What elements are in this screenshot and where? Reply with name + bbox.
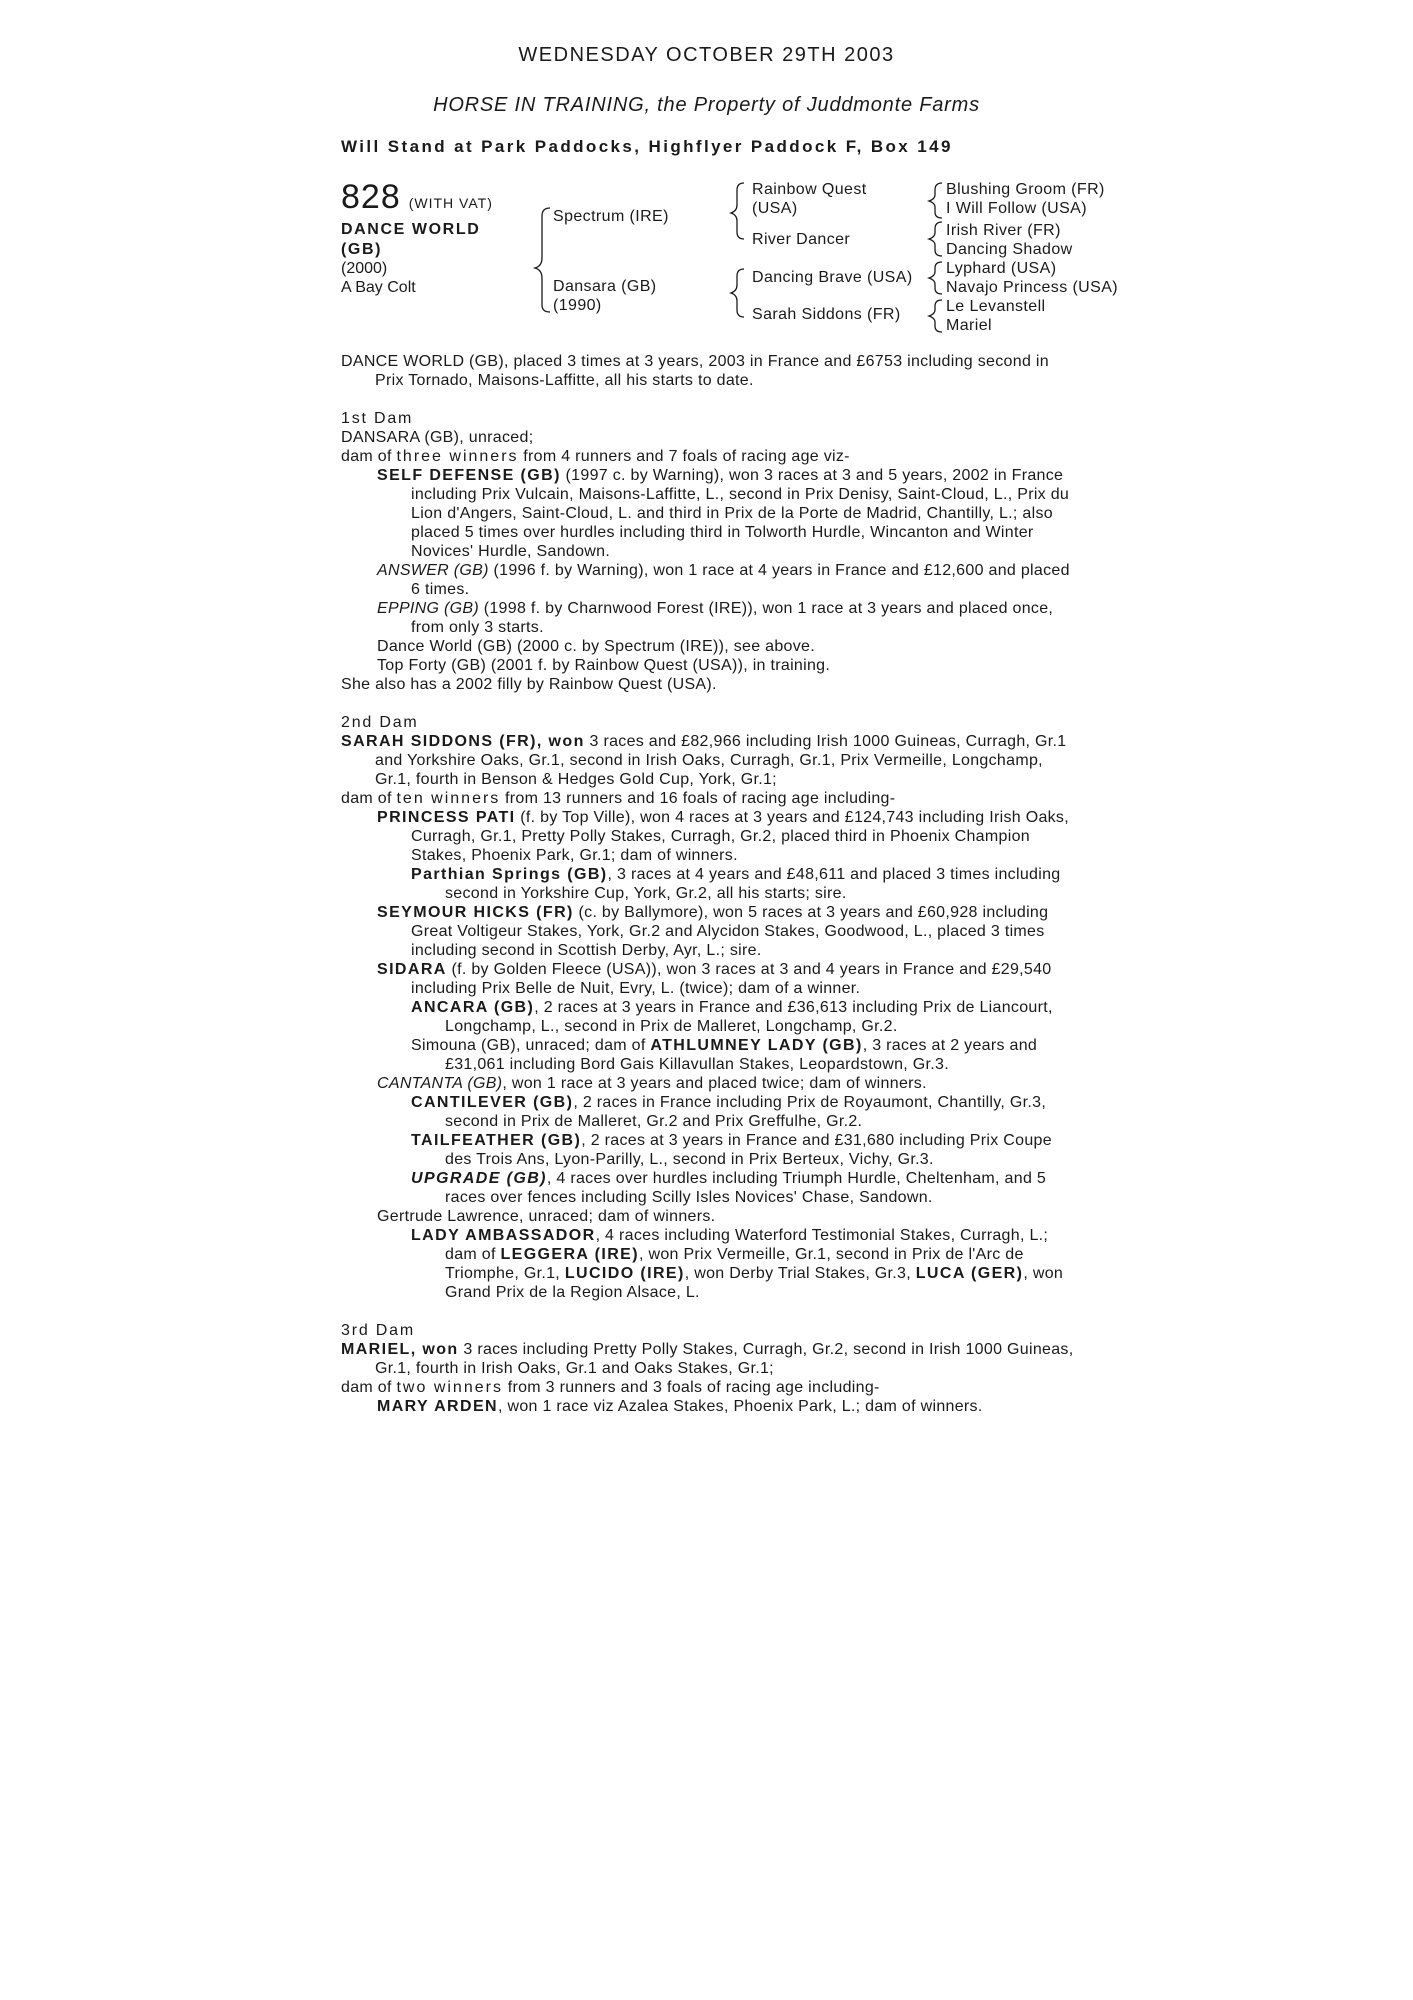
pedigree-sire-sire: Rainbow Quest — [752, 181, 867, 198]
pedigree-sire-sire-country: (USA) — [752, 200, 798, 217]
produce-sidara: SIDARA (f. by Golden Fleece (USA)), won 3 races at 3 and 4 years in France and £29,540 including Prix Belle de Nuit, Evry, L. (twice); dam of a winner. — [377, 961, 1052, 997]
third-dam-produce: dam of two winners from 3 runners and 3 foals of racing age including- — [341, 1379, 880, 1396]
produce-epping: EPPING (GB) (1998 f. by Charnwood Forest (IRE)), won 1 race at 3 years and placed once, from only 3 starts. — [377, 600, 1054, 636]
vat-note: (WITH VAT) — [408, 195, 493, 211]
horse-in-training-text: HORSE IN TRAINING, the Property of Juddmonte Farms — [433, 94, 980, 116]
produce-mary-arden: MARY ARDEN, won 1 race viz Azalea Stakes, Phoenix Park, L.; dam of winners. — [377, 1398, 983, 1415]
race-summary: DANCE WORLD (GB), placed 3 times at 3 years, 2003 in France and £6753 including second in Prix Tornado, Maisons-Laffitte, all his starts to date. — [341, 353, 1049, 389]
second-dam-heading: 2nd Dam — [341, 714, 419, 731]
produce-dance-world: Dance World (GB) (2000 c. by Spectrum (IRE)), see above. — [377, 638, 815, 655]
produce-parthian-springs: Parthian Springs (GB), 3 races at 4 years and £48,611 and placed 3 times including second in Yorkshire Cup, York, Gr.2, all his starts; sire. — [411, 866, 1061, 902]
lot-foaling-year: (2000) — [341, 260, 388, 277]
pedigree-sire: Spectrum (IRE) — [553, 208, 669, 225]
produce-cantanta: CANTANTA (GB), won 1 race at 3 years and placed twice; dam of winners. — [377, 1075, 927, 1092]
pedigree-dam-year: (1990) — [553, 297, 602, 314]
pedigree-g6: Navajo Princess (USA) — [946, 279, 1119, 296]
first-dam-name: DANSARA (GB), unraced; — [341, 429, 534, 446]
produce-simouna: Simouna (GB), unraced; dam of ATHLUMNEY LADY (GB), 3 races at 2 years and £31,061 including Bord Gais Killavullan Stakes, Leopardstown, Gr.3. — [411, 1037, 1038, 1073]
pedigree-sire-dam: River Dancer — [752, 231, 851, 248]
second-dam-sarah-siddons: SARAH SIDDONS (FR), won 3 races and £82,966 including Irish 1000 Guineas, Curragh, Gr.1 and Yorkshire Oaks, Gr.1, second in Irish Oaks, Curragh, Gr.1, Prix Vermeille, Longchamp, Gr.1, fourth in Benson & Hedges Gold Cup, York, Gr.1; — [341, 733, 1067, 788]
produce-princess-pati: PRINCESS PATI (f. by Top Ville), won 4 races at 3 years and £124,743 including Irish Oaks, Curragh, Gr.1, Pretty Polly Stakes, Curragh, Gr.2, placed third in Phoenix Champion Stakes, Phoenix Park, Gr.1; dam of winners. — [377, 809, 1069, 864]
stand-location: Will Stand at Park Paddocks, Highflyer Paddock F, Box 149 — [341, 137, 953, 156]
pedigree-braces — [0, 0, 1413, 340]
lot-number: 828 — [341, 178, 401, 216]
third-dam-heading: 3rd Dam — [341, 1322, 415, 1339]
sale-date: WEDNESDAY OCTOBER 29TH 2003 — [518, 44, 895, 66]
produce-upgrade: UPGRADE (GB), 4 races over hurdles including Triumph Hurdle, Cheltenham, and 5 races over fences including Scilly Isles Novices' Chase, Sandown. — [411, 1170, 1047, 1206]
first-dam-produce: dam of three winners from 4 runners and 7 foals of racing age viz- — [341, 448, 850, 465]
filly-note: She also has a 2002 filly by Rainbow Quest (USA). — [341, 676, 717, 693]
pedigree-g8: Mariel — [946, 317, 992, 334]
pedigree-g7: Le Levanstell — [946, 298, 1046, 315]
lot-description: A Bay Colt — [341, 279, 416, 296]
first-dam-heading: 1st Dam — [341, 410, 414, 427]
pedigree-g5: Lyphard (USA) — [946, 260, 1057, 277]
produce-tailfeather: TAILFEATHER (GB), 2 races at 3 years in France and £31,680 including Prix Coupe des Trois Ans, Lyon-Parilly, L., second in Prix Berteux, Vichy, Gr.3. — [411, 1132, 1052, 1168]
catalogue-body — [341, 352, 1081, 1416]
pedigree-g3: Irish River (FR) — [946, 222, 1061, 239]
produce-cantilever: CANTILEVER (GB), 2 races in France including Prix de Royaumont, Chantilly, Gr.3, second in Prix de Malleret, Gr.2 and Prix Greffulhe, Gr.2. — [411, 1094, 1047, 1130]
produce-gertrude-lawrence: Gertrude Lawrence, unraced; dam of winners. — [377, 1208, 716, 1225]
produce-seymour-hicks: SEYMOUR HICKS (FR) (c. by Ballymore), won 5 races at 3 years and £60,928 including Great Voltigeur Stakes, York, Gr.2 and Alycidon Stakes, Goodwood, L., placed 3 times including second in Scottish Derby, Ayr, L.; sire. — [377, 904, 1049, 959]
pedigree-g4: Dancing Shadow — [946, 241, 1073, 258]
produce-lady-ambassador: LADY AMBASSADOR, 4 races including Waterford Testimonial Stakes, Curragh, L.; dam of LEGGERA (IRE), won Prix Vermeille, Gr.1, second in Prix de l'Arc de Triomphe, Gr.1, LUCIDO (IRE), won Derby Trial Stakes, Gr.3, LUCA (GER), won Grand Prix de la Region Alsace, L. — [411, 1227, 1064, 1301]
pedigree-g2: I Will Follow (USA) — [946, 200, 1087, 217]
produce-self-defense: SELF DEFENSE (GB) (1997 c. by Warning), won 3 races at 3 and 5 years, 2002 in France including Prix Vulcain, Maisons-Laffitte, L., second in Prix Denisy, Saint-Cloud, L., Prix du Lion d'Angers, Saint-Cloud, L. and third in Prix de la Porte de Madrid, Chantilly, L.; also placed 5 times over hurdles including third in Tolworth Hurdle, Wincanton and Winter Novices' Hurdle, Sandown. — [377, 467, 1070, 560]
third-dam-mariel: MARIEL, won 3 races including Pretty Polly Stakes, Curragh, Gr.2, second in Irish 1000 Guineas, Gr.1, fourth in Irish Oaks, Gr.1 and Oaks Stakes, Gr.1; — [341, 1341, 1074, 1377]
pedigree-g1: Blushing Groom (FR) — [946, 181, 1105, 198]
lot-horse-name: DANCE WORLD (GB) — [341, 221, 481, 258]
second-dam-produce: dam of ten winners from 13 runners and 16 foals of racing age including- — [341, 790, 896, 807]
produce-ancara: ANCARA (GB), 2 races at 3 years in France and £36,613 including Prix de Liancourt, Longchamp, L., second in Prix de Malleret, Longchamp, Gr.2. — [411, 999, 1053, 1035]
produce-answer: ANSWER (GB) (1996 f. by Warning), won 1 race at 4 years in France and £12,600 and placed 6 times. — [377, 562, 1070, 598]
produce-top-forty: Top Forty (GB) (2001 f. by Rainbow Quest (USA)), in training. — [377, 657, 831, 674]
pedigree-dam: Dansara (GB) — [553, 278, 657, 295]
pedigree-dam-sire: Dancing Brave (USA) — [752, 269, 913, 286]
pedigree-dam-dam: Sarah Siddons (FR) — [752, 306, 901, 323]
